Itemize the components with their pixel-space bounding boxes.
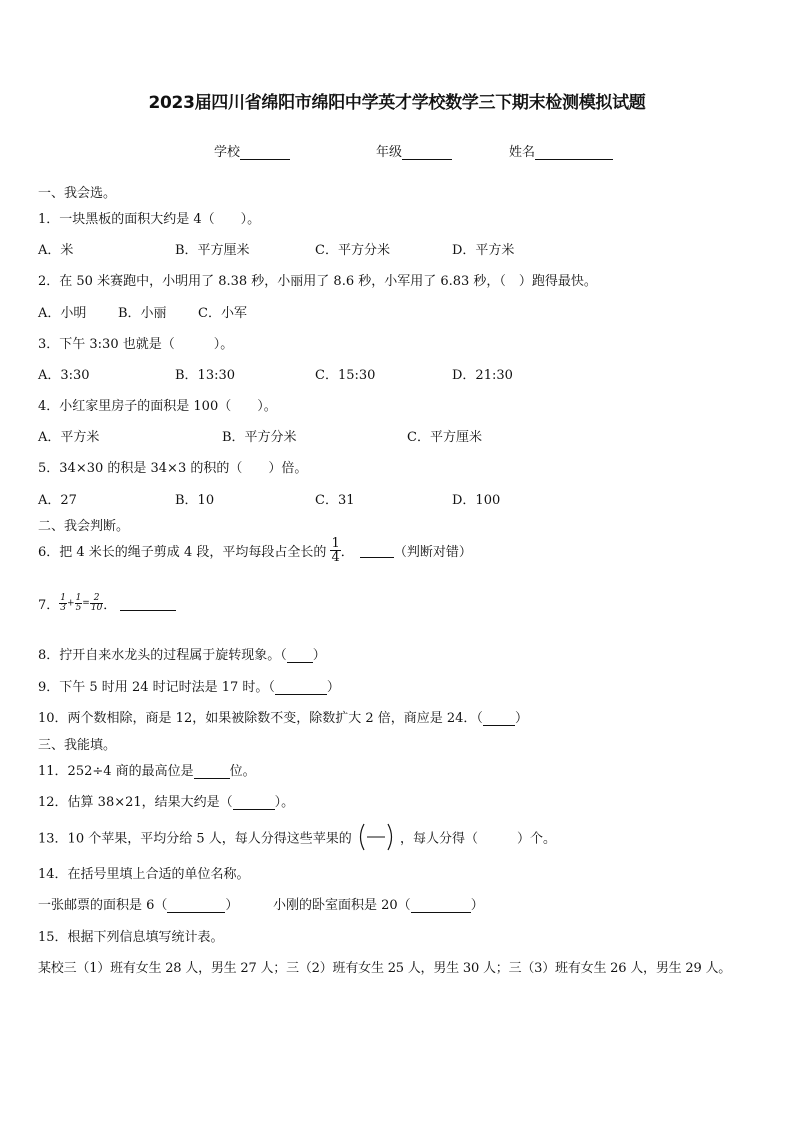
- question-5: 5．34×30 的积是 34×3 的积的（ ）倍。: [38, 461, 308, 476]
- section-heading-1: 一、我会选。: [38, 186, 117, 201]
- q8-answer-blank[interactable]: [287, 648, 313, 663]
- q10-tail: ）: [514, 711, 528, 726]
- q14-right-text: 小刚的卧室面积是 20（: [273, 898, 411, 913]
- question-1: 1．一块黑板的面积大约是 4（ ）。: [38, 212, 261, 227]
- q2-option-a[interactable]: A．小明: [38, 306, 87, 321]
- q14-right-tail: ）: [470, 898, 484, 913]
- q11-text: 11．252÷4 商的最高位是: [38, 764, 194, 779]
- q4-option-b[interactable]: B．平方分米: [222, 430, 297, 445]
- question-11: [38, 760, 256, 779]
- q7-prefix: 7．: [38, 598, 60, 613]
- school-label: 学校: [214, 145, 241, 160]
- q5-option-d[interactable]: D．100: [452, 493, 501, 508]
- q14-right-answer-blank[interactable]: [411, 898, 471, 913]
- q14-right-blank-line: [273, 894, 484, 913]
- question-2: 2．在 50 米赛跑中，小明用了 8.38 秒，小丽用了 8.6 秒，小军用了 6.83 秒，（ ）跑得最快。: [38, 274, 597, 289]
- q13-fraction-blank[interactable]: [356, 822, 396, 852]
- name-blank[interactable]: [535, 145, 613, 160]
- q13-suffix: ，每人分得（ ）个。: [400, 831, 557, 847]
- q3-option-d[interactable]: D．21:30: [452, 368, 513, 383]
- q7-equals: =: [82, 598, 90, 609]
- grade-blank[interactable]: [402, 145, 452, 160]
- grade-label: 年级: [376, 145, 403, 160]
- q6-frac-den: 4: [331, 550, 340, 565]
- q7-f3-num: 2: [90, 594, 103, 604]
- question-10: [38, 707, 528, 726]
- name-label: 姓名: [509, 145, 536, 160]
- q12-answer-blank[interactable]: [233, 795, 275, 810]
- question-4: 4．小红家里房子的面积是 100（ ）。: [38, 399, 277, 414]
- question-7: [38, 594, 176, 613]
- q3-option-a[interactable]: A．3:30: [38, 368, 90, 383]
- name-field[interactable]: [509, 141, 613, 160]
- q2-option-c[interactable]: C．小军: [198, 306, 247, 321]
- question-3: 3．下午 3:30 也就是（ ）。: [38, 337, 234, 352]
- q14-left-tail: ）: [225, 898, 239, 913]
- q5-option-c[interactable]: C．31: [315, 493, 355, 508]
- q12-tail: ）。: [274, 795, 295, 810]
- q13-prefix: 13．10 个苹果，平均分给 5 人，每人分得这些苹果的: [38, 831, 352, 847]
- q7-fraction-1: [59, 594, 67, 613]
- q5-option-b[interactable]: B．10: [175, 493, 215, 508]
- q3-option-b[interactable]: B．13:30: [175, 368, 236, 383]
- page-title: 2023届四川省绵阳市绵阳中学英才学校数学三下期末检测模拟试题: [148, 93, 646, 113]
- question-14: 14．在括号里填上合适的单位名称。: [38, 867, 250, 882]
- q14-left-blank-line: [38, 894, 238, 913]
- q14-left-text: 一张邮票的面积是 6（: [38, 898, 168, 913]
- q3-option-c[interactable]: C．15:30: [315, 368, 376, 383]
- q9-tail: ）: [326, 680, 340, 695]
- question-12: [38, 791, 294, 810]
- q4-option-c[interactable]: C．平方厘米: [407, 430, 482, 445]
- q8-text: 8．拧开自来水龙头的过程属于旋转现象。（: [38, 648, 287, 663]
- q11-answer-blank[interactable]: [194, 764, 230, 779]
- q6-tail: （判断对错）: [393, 545, 472, 560]
- q12-text: 12．估算 38×21，结果大约是（: [38, 795, 233, 810]
- question-15: 15．根据下列信息填写统计表。: [38, 930, 224, 945]
- q4-option-a[interactable]: A．平方米: [38, 430, 100, 445]
- q8-tail: ）: [312, 648, 326, 663]
- q1-option-d[interactable]: D．平方米: [452, 243, 515, 258]
- q7-fraction-3: [90, 594, 103, 613]
- q6-fraction: [330, 537, 340, 564]
- grade-field[interactable]: [376, 141, 452, 160]
- section-heading-2: 二、我会判断。: [38, 519, 130, 534]
- q6-answer-blank[interactable]: [360, 543, 394, 558]
- q13-paren-fraction-graphic: [356, 822, 396, 852]
- school-blank[interactable]: [240, 145, 290, 160]
- section-heading-3: 三、我能填。: [38, 738, 117, 753]
- q1-option-a[interactable]: A．米: [38, 243, 74, 258]
- question-13: [38, 822, 556, 852]
- q10-answer-blank[interactable]: [483, 711, 515, 726]
- q9-text: 9．下午 5 时用 24 时记时法是 17 时。（: [38, 680, 275, 695]
- q14-left-answer-blank[interactable]: [167, 898, 225, 913]
- q11-tail: 位。: [229, 764, 256, 779]
- q7-f3-den: 10: [90, 603, 103, 613]
- q7-plus: +: [67, 598, 75, 609]
- q9-answer-blank[interactable]: [275, 680, 327, 695]
- q7-suffix: ．: [103, 598, 117, 613]
- school-field[interactable]: [214, 141, 290, 160]
- q1-option-b[interactable]: B．平方厘米: [175, 243, 250, 258]
- q6-frac-num: 1: [331, 536, 340, 551]
- q6-suffix: ．: [340, 545, 354, 560]
- question-8: [38, 644, 326, 663]
- question-9: [38, 676, 340, 695]
- q10-text: 10．两个数相除，商是 12，如果被除数不变，除数扩大 2 倍，商应是 24．（: [38, 711, 483, 726]
- question-6: [38, 537, 472, 564]
- q5-option-a[interactable]: A．27: [38, 493, 77, 508]
- q7-f2-num: 1: [75, 593, 82, 603]
- q7-f1-den: 3: [60, 603, 67, 613]
- q7-f1-num: 1: [60, 593, 67, 603]
- q6-text: 6．把 4 米长的绳子剪成 4 段，平均每段占全长的: [38, 545, 327, 560]
- q7-answer-blank[interactable]: [120, 596, 176, 611]
- q7-f2-den: 5: [75, 603, 82, 613]
- q15-info: 某校三（1）班有女生 28 人，男生 27 人；三（2）班有女生 25 人，男生 30 人；三（3）班有女生 26 人，男生 29 人。: [38, 961, 732, 976]
- q2-option-b[interactable]: B．小丽: [118, 306, 167, 321]
- q1-option-c[interactable]: C．平方分米: [315, 243, 390, 258]
